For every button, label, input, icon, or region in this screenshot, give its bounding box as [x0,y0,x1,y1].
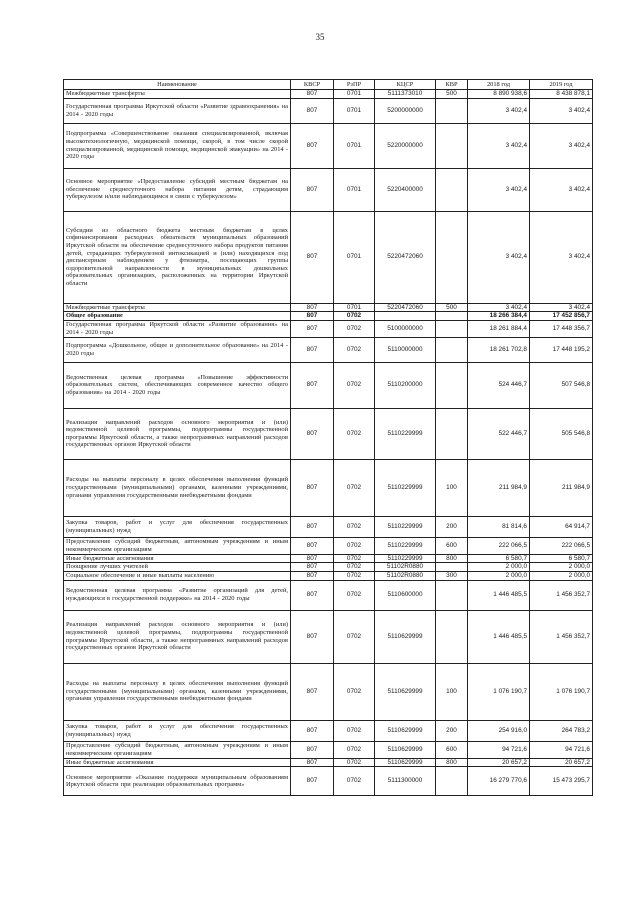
table-row [64,408,593,459]
row-rzpr: 0702 [334,408,375,459]
row-value-2018: 18 266 384,4 [468,312,530,321]
row-rzpr: 0702 [334,767,375,796]
row-value-2018: 18 261 884,4 [468,320,530,337]
row-kvsr: 807 [291,537,334,554]
row-kvsr: 807 [291,459,334,516]
header-kcsr: КЦСР [375,80,436,90]
row-rzpr: 0701 [334,98,375,123]
row-name: Иные бюджетные ассигнования [64,758,291,767]
row-value-2019: 94 721,6 [530,741,593,758]
row-name: Ведомственная целевая программа «Развитие организаций для детей, нуждающихся в государственной поддержке» на 2014 - 2020 годы [64,580,291,610]
row-kcsr: 5111300000 [375,767,436,796]
row-kvr [436,610,468,663]
row-kvr [436,312,468,321]
table-row [64,663,593,720]
row-kcsr: 5110629999 [375,741,436,758]
row-value-2018: 16 279 770,6 [468,767,530,796]
table-row [64,741,593,758]
row-name: Ведомственная целевая программа «Повышение эффективности образовательных систем, обеспечивающих современное качество общего образования» на 2014 - 2020 годы [64,362,291,408]
row-value-2018: 254 916,0 [468,720,530,741]
row-value-2019: 17 448 195,2 [530,337,593,362]
row-rzpr: 0702 [334,516,375,537]
row-name: Субсидии из областного бюджета местным бюджетам в целях софинансирования расходных обязательств муниципальных образований Иркутской области на обеспечение среднесуточного набора продуктов питания детей, страдающих туберкулезной интоксикацией и (или) находящихся под диспансерным наблюдением у фтизиатра, посещающих группы оздоровительной направленности в муниципальных дошкольных образовательных организациях, расположенных на территории Иркутской области [64,211,291,303]
row-value-2019: 507 546,8 [530,362,593,408]
row-value-2019: 8 438 878,1 [530,90,593,99]
row-kcsr: 5110629999 [375,758,436,767]
row-kcsr: 5110229999 [375,537,436,554]
table-row [64,516,593,537]
header-rzpr: РзПР [334,80,375,90]
row-kvr: 300 [436,571,468,580]
table-row [64,98,593,123]
row-rzpr: 0701 [334,168,375,211]
row-value-2019: 3 402,4 [530,168,593,211]
row-kvsr: 807 [291,610,334,663]
row-kvr [436,362,468,408]
row-kvr: 500 [436,90,468,99]
row-kcsr: 5111373010 [375,90,436,99]
table-row [64,362,593,408]
table-body [64,90,593,796]
row-name: Основное мероприятие «Предоставление субсидий местным бюджетам на обеспечение среднесуточного набора питания детям, страдающим туберкулезом и/или наблюдающимся в связи с туберкулезом» [64,168,291,211]
row-rzpr: 0702 [334,459,375,516]
table-row [64,571,593,580]
row-value-2018: 1 446 485,5 [468,610,530,663]
row-kvr [436,123,468,168]
row-name: Основное мероприятие «Оказание поддержки муниципальным образованиям Иркутской области при реализации образовательных программ» [64,767,291,796]
row-value-2018: 20 657,2 [468,758,530,767]
row-value-2019: 3 402,4 [530,211,593,303]
row-kcsr: 5110000000 [375,337,436,362]
row-kcsr: 5110600000 [375,580,436,610]
table-row [64,758,593,767]
row-kcsr: 51102R0880 [375,571,436,580]
row-kvsr: 807 [291,554,334,563]
row-name: Закупка товаров, работ и услуг для обеспечения государственных (муниципальных) нужд [64,720,291,741]
row-name: Иные бюджетные ассигнования [64,554,291,563]
row-value-2019: 1 456 352,7 [530,610,593,663]
row-rzpr: 0701 [334,211,375,303]
row-kcsr: 5110229999 [375,554,436,563]
row-value-2018: 1 446 485,5 [468,580,530,610]
row-kcsr: 5110629999 [375,720,436,741]
table-row [64,303,593,312]
row-rzpr: 0702 [334,337,375,362]
row-kvr: 800 [436,758,468,767]
row-kvsr: 807 [291,90,334,99]
row-rzpr: 0702 [334,610,375,663]
row-kvsr: 807 [291,320,334,337]
row-rzpr: 0701 [334,303,375,312]
row-kcsr [375,312,436,321]
table-row [64,610,593,663]
page-number: 35 [315,32,325,42]
row-value-2019: 1 076 190,7 [530,663,593,720]
row-name: Расходы на выплаты персоналу в целях обеспечения выполнения функций государственными (муниципальными) органами, казенными учреждениями, органами управления государственными внебюджетными фондами [64,663,291,720]
table-row [64,337,593,362]
row-rzpr: 0702 [334,720,375,741]
row-kvsr: 807 [291,408,334,459]
row-value-2018: 3 402,4 [468,98,530,123]
row-kcsr: 5110629999 [375,610,436,663]
row-name: Подпрограмма «Совершенствование оказания специализированной, включая высокотехнологичную, медицинской помощи, скорой, в том числе скорой специализированной, медицинской помощи, медицинской эвакуации» на 2014 - 2020 годы [64,123,291,168]
row-kvsr: 807 [291,303,334,312]
row-kvr: 100 [436,459,468,516]
table-row [64,211,593,303]
row-kcsr: 5220472060 [375,303,436,312]
table-row [64,312,593,321]
row-value-2018: 94 721,6 [468,741,530,758]
row-name: Реализация направлений расходов основного мероприятия и (или) ведомственной целевой программы, подпрограммы государственной программы Иркутской области, а также непрограммных направлений расходов государственных органов Иркутской области [64,610,291,663]
row-rzpr: 0702 [334,320,375,337]
row-kcsr: 5220472060 [375,211,436,303]
row-value-2019: 17 452 856,7 [530,312,593,321]
row-kcsr: 5110229999 [375,408,436,459]
row-name: Предоставление субсидий бюджетным, автономным учреждениям и иным некоммерческим организациям [64,741,291,758]
row-rzpr: 0702 [334,741,375,758]
table-row [64,720,593,741]
row-kcsr: 5200000000 [375,98,436,123]
row-value-2019: 6 580,7 [530,554,593,563]
row-name: Реализация направлений расходов основного мероприятия и (или) ведомственной целевой программы, подпрограммы государственной программы Иркутской области, а также непрограммных направлений расходов государственных органов Иркутской области [64,408,291,459]
header-name: Наименование [64,80,291,90]
row-kvr: 200 [436,516,468,537]
row-name: Государственная программа Иркутской области «Развитие здравоохранения» на 2014 - 2020 годы [64,98,291,123]
table-row [64,168,593,211]
row-name: Социальное обеспечение и иные выплаты населению [64,571,291,580]
row-rzpr: 0702 [334,537,375,554]
row-kvr: 600 [436,741,468,758]
row-value-2019: 15 473 295,7 [530,767,593,796]
row-value-2018: 1 076 190,7 [468,663,530,720]
row-value-2018: 524 446,7 [468,362,530,408]
row-value-2019: 2 000,0 [530,571,593,580]
row-value-2018: 2 000,0 [468,563,530,572]
row-kvsr: 807 [291,720,334,741]
row-kvr: 200 [436,720,468,741]
row-value-2019: 505 546,8 [530,408,593,459]
row-name: Закупка товаров, работ и услуг для обеспечения государственных (муниципальных) нужд [64,516,291,537]
table-row [64,320,593,337]
row-rzpr: 0702 [334,362,375,408]
row-rzpr: 0701 [334,123,375,168]
row-name: Государственная программа Иркутской области «Развитие образования» на 2014 - 2020 годы [64,320,291,337]
table-row [64,537,593,554]
row-kvsr: 807 [291,663,334,720]
row-value-2018: 3 402,4 [468,303,530,312]
row-value-2019: 222 066,5 [530,537,593,554]
row-value-2018: 211 984,9 [468,459,530,516]
budget-table [63,79,593,796]
row-kcsr: 5110229999 [375,459,436,516]
row-kvr [436,767,468,796]
row-value-2018: 3 402,4 [468,211,530,303]
row-kvsr: 807 [291,312,334,321]
row-value-2018: 2 000,0 [468,571,530,580]
header-2018: 2018 год [468,80,530,90]
row-name: Расходы на выплаты персоналу в целях обеспечения выполнения функций государственными (муниципальными) органами, казенными учреждениями, органами управления государственными внебюджетными фондами [64,459,291,516]
table-row [64,123,593,168]
row-kvsr: 807 [291,563,334,572]
row-kvr [436,337,468,362]
row-kcsr: 5100000000 [375,320,436,337]
row-rzpr: 0702 [334,554,375,563]
row-kcsr: 5110200000 [375,362,436,408]
row-name: Поощрение лучших учителей [64,563,291,572]
row-value-2019: 20 657,2 [530,758,593,767]
row-value-2019: 3 402,4 [530,303,593,312]
row-value-2018: 81 814,6 [468,516,530,537]
row-kvsr: 807 [291,123,334,168]
header-kvsr: КВСР [291,80,334,90]
row-kvsr: 807 [291,741,334,758]
table-row [64,767,593,796]
row-kvr [436,580,468,610]
row-kvsr: 807 [291,580,334,610]
row-value-2019: 1 456 352,7 [530,580,593,610]
row-kvr: 100 [436,663,468,720]
table-row [64,554,593,563]
table-row [64,90,593,99]
row-value-2019: 17 448 356,7 [530,320,593,337]
row-value-2018: 3 402,4 [468,123,530,168]
row-kvsr: 807 [291,767,334,796]
row-kvr: 600 [436,537,468,554]
row-value-2019: 64 914,7 [530,516,593,537]
row-rzpr: 0702 [334,758,375,767]
row-value-2018: 222 066,5 [468,537,530,554]
row-rzpr: 0701 [334,90,375,99]
header-2019: 2019 год [530,80,593,90]
row-value-2018: 3 402,4 [468,168,530,211]
row-name: Предоставление субсидий бюджетным, автономным учреждениям и иным некоммерческим организациям [64,537,291,554]
row-value-2018: 8 890 938,6 [468,90,530,99]
row-name: Общее образование [64,312,291,321]
row-value-2019: 211 984,9 [530,459,593,516]
row-kvr: 500 [436,303,468,312]
row-value-2019: 2 000,0 [530,563,593,572]
table-row [64,580,593,610]
row-kvsr: 807 [291,337,334,362]
row-rzpr: 0702 [334,580,375,610]
table-row [64,563,593,572]
row-kvsr: 807 [291,758,334,767]
row-kvr [436,211,468,303]
row-kvr [436,98,468,123]
row-name: Подпрограмма «Дошкольное, общее и дополнительное образование» на 2014 - 2020 годы [64,337,291,362]
row-rzpr: 0702 [334,663,375,720]
row-kcsr: 5110629999 [375,663,436,720]
row-kvsr: 807 [291,168,334,211]
row-value-2018: 6 580,7 [468,554,530,563]
row-kvsr: 807 [291,516,334,537]
row-kvr [436,408,468,459]
row-kvr [436,320,468,337]
table-row [64,459,593,516]
row-kvsr: 807 [291,571,334,580]
row-value-2019: 264 783,2 [530,720,593,741]
row-value-2019: 3 402,4 [530,123,593,168]
row-kvsr: 807 [291,211,334,303]
row-kcsr: 51102R0880 [375,563,436,572]
row-rzpr: 0702 [334,563,375,572]
row-value-2018: 522 446,7 [468,408,530,459]
row-name: Межбюджетные трансферты [64,90,291,99]
row-rzpr: 0702 [334,312,375,321]
row-value-2019: 3 402,4 [530,98,593,123]
row-kvsr: 807 [291,98,334,123]
row-kcsr: 5220400000 [375,168,436,211]
row-kcsr: 5110229999 [375,516,436,537]
header-kvr: КВР [436,80,468,90]
row-value-2018: 18 261 702,8 [468,337,530,362]
row-kvr [436,563,468,572]
table-header [64,80,593,90]
row-kvr [436,168,468,211]
row-name: Межбюджетные трансферты [64,303,291,312]
row-kvr: 800 [436,554,468,563]
row-kvsr: 807 [291,362,334,408]
row-kcsr: 5220000000 [375,123,436,168]
row-rzpr: 0702 [334,571,375,580]
